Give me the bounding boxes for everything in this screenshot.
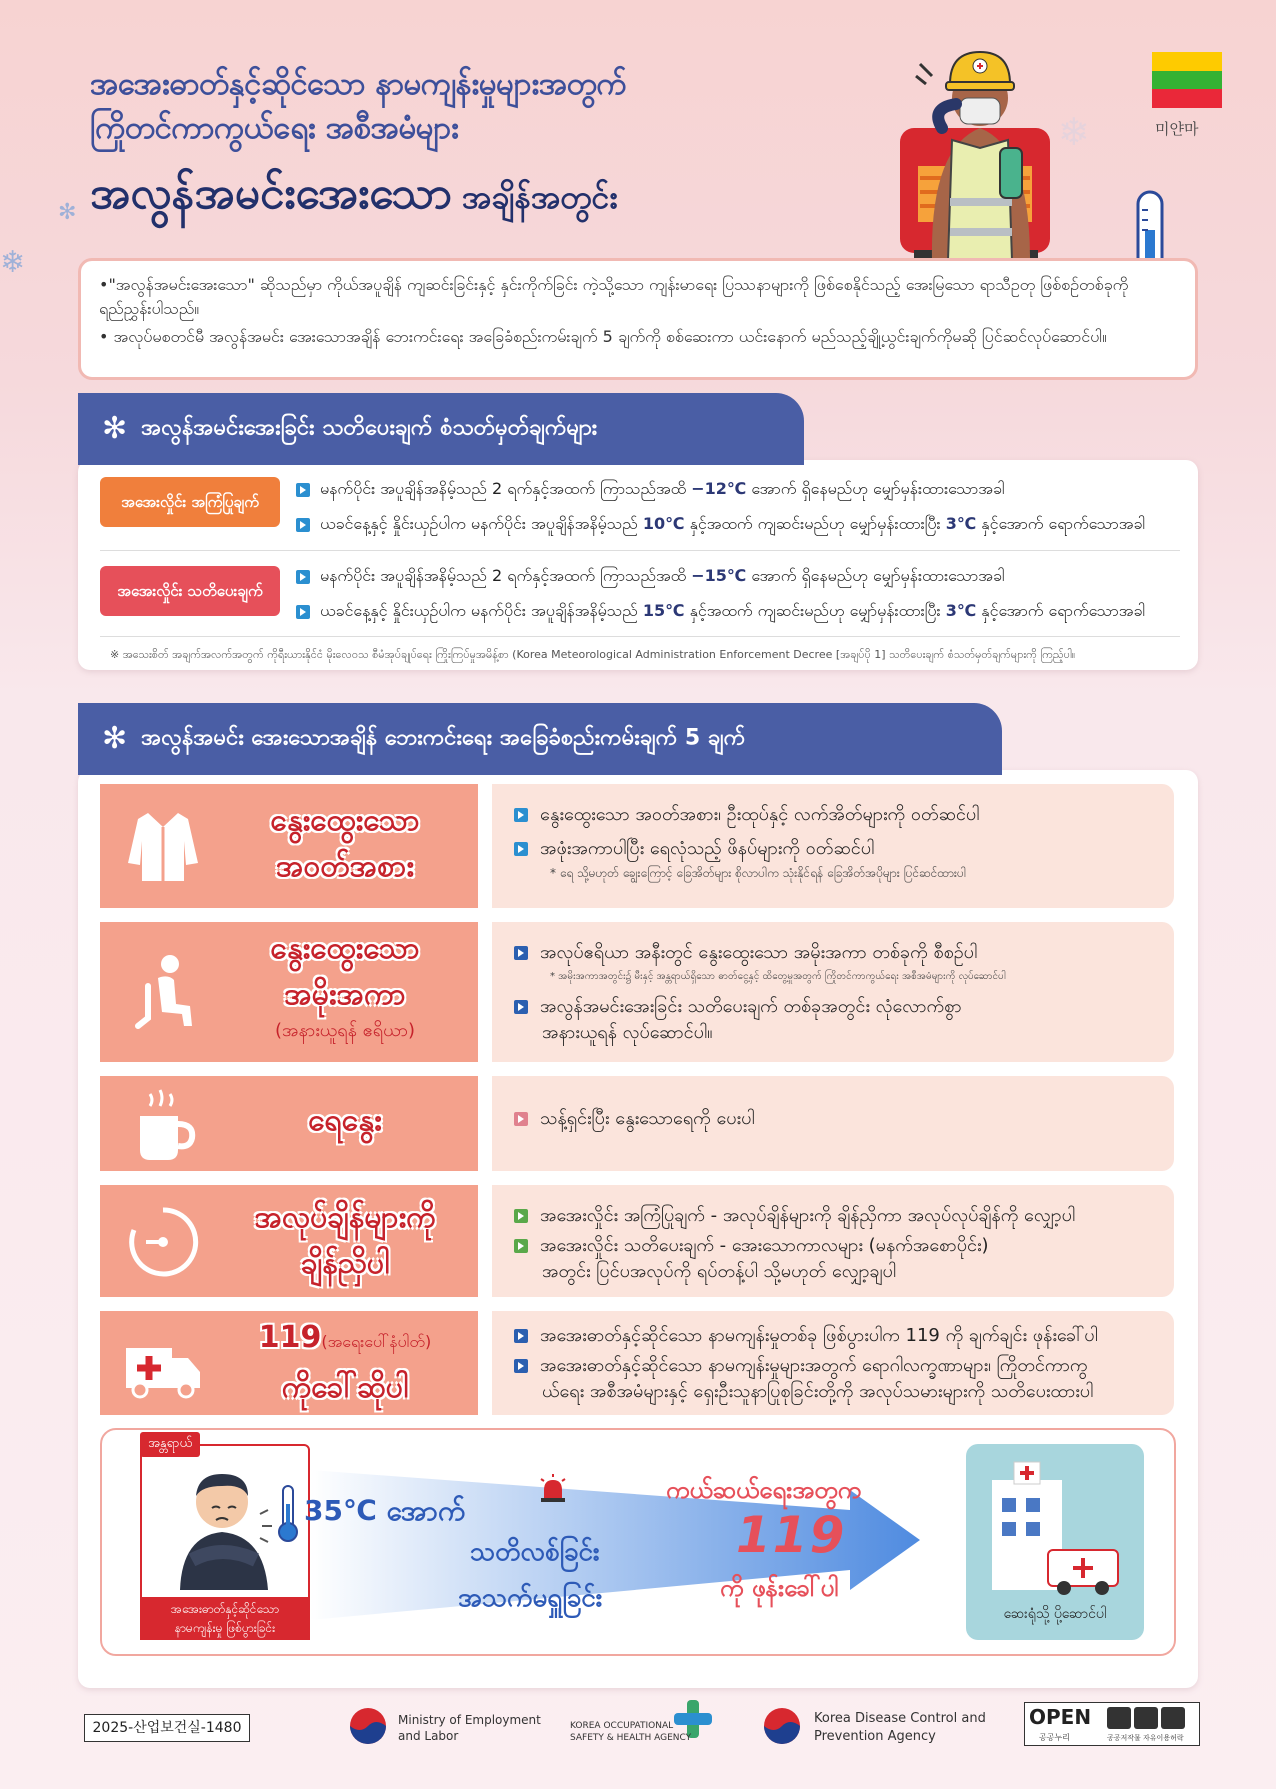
- warning-criterion-1: မနက်ပိုင်း အပူချိန်အနိမ့်သည် 2 ရက်နှင့်အထက် ကြာသည်အထိ −15℃ အောက် ရှိနေမည်ဟု မျှော်မှန်းထားသောအခါ: [296, 565, 1005, 589]
- bullet-icon: [296, 570, 310, 584]
- divider: [100, 550, 1180, 551]
- bullet-icon: [296, 483, 310, 497]
- case-label: အအေးဓာတ်နှင့်ဆိုင်သော နာမကျန်းမှု ဖြစ်ပွားခြင်း: [140, 1597, 310, 1640]
- myanmar-flag-icon: [1152, 52, 1222, 108]
- intro-box: [78, 258, 1198, 380]
- moel-name: Ministry of Employment and Labor: [398, 1713, 541, 1743]
- country-label: 미얀마: [1155, 120, 1199, 138]
- list-item-note: * အမိုးအကာအတွင်း၌ မီးနှင့် အန္တရာယ်ရှိသော ဓာတ်ငွေ့နှင့် ထိတွေ့မှုအတွက် ကြိုတင်ကာကွယ်ရေး အစီအမံများကို လုပ်ဆောင်ပါ: [550, 971, 1006, 982]
- kdca-logo-icon: [762, 1706, 802, 1746]
- criteria-section-header: [78, 393, 804, 465]
- siren-icon: [538, 1474, 568, 1504]
- rule-water-panel: [100, 1076, 478, 1171]
- list-item: အအေးဓာတ်နှင့်ဆိုင်သော နာမကျန်းမှုများအတွက် ရောဂါလက္ခဏာများ၊ ကြိုတင်ကာကွ ယ်ရေး အစီအမံများနှင့် ရှေးဦးသူနာပြုစုခြင်းတို့ကို အလုပ်သမားများကို သတိပေးထားပါ: [514, 1353, 1174, 1405]
- hospital-icon: [978, 1454, 1128, 1599]
- rescue-text: ကယ်ဆယ်ရေးအတွက: [666, 1476, 862, 1504]
- thermometer-icon: [276, 1484, 300, 1544]
- rule-shelter-panel: [100, 922, 478, 1062]
- rule-clothes-panel: [100, 784, 478, 908]
- bullet-icon: [514, 1112, 528, 1126]
- no-derivatives-icon: [1161, 1707, 1185, 1729]
- bullet-icon: [514, 1239, 528, 1253]
- bullet-icon: [514, 1000, 528, 1014]
- danger-badge: အန္တရာယ်: [140, 1432, 200, 1457]
- seated-person-icon: [118, 946, 208, 1036]
- document-code: 2025-산업보건실-1480: [84, 1714, 250, 1742]
- rule-hours-details: [492, 1185, 1174, 1297]
- kdca-name: Korea Disease Control and Prevention Agency: [814, 1711, 986, 1744]
- shivering-person-illustration: [172, 1460, 282, 1590]
- bullet-icon: [514, 946, 528, 960]
- hot-cup-icon: [118, 1080, 208, 1170]
- rule-call-title: 119(အရေးပေါ်နံပါတ်) ကိုခေါ်ဆိုပါ: [258, 1320, 432, 1405]
- timer-icon: [118, 1196, 208, 1286]
- bullet-icon: [296, 605, 310, 619]
- license-icons: [1107, 1707, 1185, 1733]
- list-item-note: * ရေ သို့မဟုတ် ချွေးကြောင့် ခြေအိတ်များ စိုလာပါက သုံးနိုင်ရန် ခြေအိတ်အပိုများ ပြင်ဆင်ထားပါ: [550, 866, 966, 880]
- criteria-footnote: ※ အသေးစိတ် အချက်အလက်အတွက် ကိုရီးယားနိုင်ငံ မိုးလေဝသ စီမံအုပ်ချုပ်ရေး ကြိုးကြပ်မှုအမိန့်စာ (Korea Meteorological Administration Enforcement Decree [အချပ်ပို 1] သတိပေးချက် စံသတ်မှတ်ချက်များကို ကြည့်ပါ။: [110, 648, 1076, 661]
- emergency-number: 119: [736, 1506, 847, 1564]
- rules-section-header: [78, 703, 1002, 775]
- list-item: အအေးဓာတ်နှင့်ဆိုင်သော နာမကျန်းမှုတစ်ခု ဖြစ်ပွားပါက 119 ကို ချက်ချင်း ဖုန်းခေါ်ပါ: [514, 1323, 1174, 1349]
- headline-main-small: အချိန်အတွင်း: [462, 178, 618, 216]
- rule-call-details: [492, 1311, 1174, 1415]
- ambulance-icon: [118, 1318, 208, 1408]
- snowflake-icon: ❄: [1058, 110, 1090, 154]
- cold-wave-advisory-badge: အအေးလှိုင်း အကြံပြုချက်: [100, 477, 280, 527]
- open-license-badge: [1024, 1702, 1200, 1746]
- bullet-icon: [514, 1209, 528, 1223]
- list-item: အအေးလှိုင်း အကြံပြုချက် - အလုပ်ချိန်များကို ချိန်ညှိကာ အလုပ်လုပ်ချိန်ကို လျှော့ပါ: [514, 1203, 1174, 1229]
- open-license-sub: 공공누리: [1039, 1733, 1070, 1742]
- rule-hours-title: အလုပ်ချိန်များကို ချိန်ညှိပါ: [254, 1200, 436, 1281]
- rule-clothes-title: နွေးထွေးသော အဝတ်အစား: [270, 803, 420, 884]
- symptom-unconscious: သတိလစ်ခြင်း: [470, 1537, 600, 1567]
- list-item: အလွန်အမင်းအေးခြင်း သတိပေးချက် တစ်ခုအတွင်း လုံလောက်စွာ အနားယူရန် လုပ်ဆောင်ပါ။: [514, 994, 1174, 1046]
- symptom-not-breathing: အသက်မရှူခြင်း: [458, 1583, 603, 1613]
- headline-line2: ကြိုတင်ကာကွယ်ရေး အစီအမံများ: [90, 110, 459, 146]
- rule-shelter-details: [492, 922, 1174, 1062]
- snowflake-icon: ✻: [102, 411, 128, 446]
- cold-wave-warning-badge: အအေးလှိုင်း သတိပေးချက်: [100, 566, 280, 616]
- warning-criterion-2: ယခင်နေ့နှင့် နှိုင်းယှဉ်ပါက မနက်ပိုင်း အပူချိန်အနိမ့်သည် 15℃ နှင့်အထက် ကျဆင်းမည်ဟု မျှော်မှန်းထားပြီး 3℃ နှင့်အောက် ရောက်သောအခါ: [296, 600, 1145, 624]
- noncommercial-icon: [1134, 1707, 1158, 1729]
- rules-section-title: အလွန်အမင်း အေးသောအချိန် ဘေးကင်းရေး အခြေခံစည်းကမ်းချက် 5 ချက်: [141, 725, 746, 751]
- bullet-icon: [514, 808, 528, 822]
- rule-clothes-details: [492, 784, 1174, 908]
- divider: [100, 636, 1180, 637]
- call-text: ကို ဖုန်းခေါ်ပါ: [720, 1574, 839, 1602]
- hospital-label: ဆေးရုံသို့ ပို့ဆောင်ပါ: [1003, 1606, 1107, 1622]
- list-item: သန့်ရှင်းပြီး နွေးသောရေကို ပေးပါ: [514, 1106, 1174, 1132]
- rule-call-panel: [100, 1311, 478, 1415]
- list-item: နွေးထွေးသော အဝတ်အစား၊ ဦးထုပ်နှင့် လက်အိတ်များကို ဝတ်ဆင်ပါ: [514, 802, 1174, 828]
- snowflake-icon: ❄: [0, 245, 26, 280]
- temperature-threshold: 35℃ အောက်: [304, 1494, 466, 1527]
- attribution-icon: [1107, 1707, 1131, 1729]
- intro-paragraph-2: • အလုပ်မစတင်မီ အလွန်အမင်း အေးသောအချိန် ဘေးကင်းရေး အခြေခံစည်းကမ်းချက် 5 ချက်ကို စစ်ဆေးကာ ယင်းနောက် မည်သည့်ချို့ယွင်းချက်ကိုမဆို ပြင်ဆင်လုပ်ဆောင်ပါ။: [99, 327, 1107, 346]
- list-item: အဖုံးအကာပါပြီး ရေလုံသည့် ဖိနပ်များကို ဝတ်ဆင်ပါ: [514, 836, 1174, 862]
- headline-line1: အအေးဓာတ်နှင့်ဆိုင်သော နာမကျန်းမှုများအတွက်: [90, 66, 627, 102]
- criteria-section-title: အလွန်အမင်းအေးခြင်း သတိပေးချက် စံသတ်မှတ်ချက်များ: [141, 415, 598, 441]
- bullet-icon: [514, 842, 528, 856]
- moel-logo-icon: [348, 1706, 388, 1746]
- advisory-criterion-2: ယခင်နေ့နှင့် နှိုင်းယှဉ်ပါက မနက်ပိုင်း အပူချိန်အနိမ့်သည် 10℃ နှင့်အထက် ကျဆင်းမည်ဟု မျှော်မှန်းထားပြီး 3℃ နှင့်အောက် ရောက်သောအခါ: [296, 513, 1145, 537]
- advisory-criterion-1: မနက်ပိုင်း အပူချိန်အနိမ့်သည် 2 ရက်နှင့်အထက် ကြာသည်အထိ −12℃ အောက် ရှိနေမည်ဟု မျှော်မှန်းထားသောအခါ: [296, 478, 1005, 502]
- open-license-label: OPEN: [1029, 1705, 1092, 1729]
- rule-water-details: [492, 1076, 1174, 1171]
- rule-shelter-title: နွေးထွေးသော အမိုးအကာ (အနားယူရန် ဧရိယာ): [270, 931, 420, 1041]
- worker-illustration: [890, 28, 1070, 260]
- rule-water-title: ရေနွေး: [308, 1103, 382, 1138]
- open-license-desc: 공공저작물 자유이용허락: [1107, 1734, 1184, 1742]
- list-item: အအေးလှိုင်း သတိပေးချက် - အေးသောကာလများ (မနက်အစောပိုင်း) အတွင်း ပြင်ပအလုပ်ကို ရပ်တန့်ပါ သို့မဟုတ် လျှော့ချပါ: [514, 1233, 1174, 1285]
- kosha-name: KOREA OCCUPATIONAL SAFETY & HEALTH AGENCY: [570, 1721, 692, 1743]
- headline-main: [90, 166, 617, 230]
- bullet-icon: [514, 1329, 528, 1343]
- bullet-icon: [296, 518, 310, 532]
- rule-hours-panel: [100, 1185, 478, 1297]
- intro-paragraph-1: •"အလွန်အမင်းအေးသော" ဆိုသည်မှာ ကိုယ်အပူချိန် ကျဆင်းခြင်းနှင့် နှင်းကိုက်ခြင်း ကဲ့သို့သော ကျန်းမာရေး ပြဿနာများကို ဖြစ်စေနိုင်သည့် အေးမြသော ရာသီဥတု ဖြစ်စဉ်တစ်ခုကို ရည်ညွှန်းပါသည်။: [99, 275, 1129, 318]
- jacket-icon: [118, 801, 208, 891]
- snowflake-icon: ✻: [58, 200, 77, 225]
- headline-main-big: အလွန်အမင်းအေးသော: [90, 168, 453, 219]
- snowflake-icon: ✻: [102, 721, 128, 756]
- bullet-icon: [514, 1359, 528, 1373]
- list-item: အလုပ်ဧရိယာ အနီးတွင် နွေးထွေးသော အမိုးအကာ တစ်ခုကို စီစဉ်ပါ: [514, 940, 1174, 966]
